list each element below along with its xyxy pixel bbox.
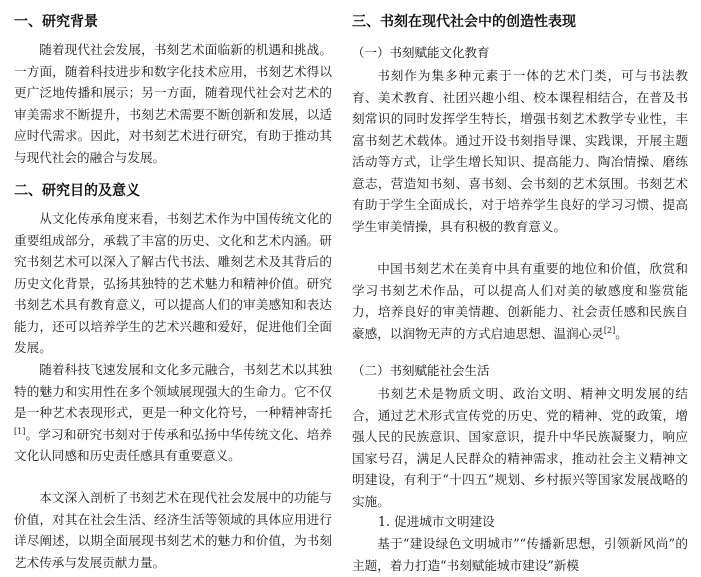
paragraph-tech-development-text-b: 。学习和研究书刻对于传承和弘扬中华传统文化、培养文化认同感和历史责任感具有重要意义。 [14,426,332,463]
sub-subsection-heading-city: 1. 促进城市文明建设 [378,514,495,529]
paragraph-social-life: 书刻艺术是物质文明、政治文明、精神文明发展的结合，通过艺术形式宣传党的历史、党的精神、党的政策，增强人民的民族意识、国家意识，提升中华民族凝聚力，响应国家号召，满足人民群众的精神需求，推动社会主义精神文明建设，有利于“十四五”规划、乡村振兴等国家发展战略的实施。 [352,386,688,509]
section-heading-purpose: 二、研究目的及意义 [14,183,140,199]
subsection-heading-social-life: （二）书刻赋能社会生活 [352,363,490,378]
paragraph-aesthetic-education [352,258,688,344]
paragraph-article-summary: 本文深入剖析了书刻艺术在现代社会发展中的功能与价值，对其在社会生活、经济生活等领域的具体应用进行详尽阐述，以期全面展现书刻艺术的魅力和价值，为书刻艺术传承与发展贡献力量。 [14,490,332,570]
section-heading-creative-expression: 三、书刻在现代社会中的创造性表现 [352,14,576,30]
paragraph-education: 书刻作为集多种元素于一体的艺术门类，可与书法教育、美术教育、社团兴趣小组、校本课程相结合，在普及书刻常识的同时发挥学生特长，增强书刻艺术教学专业性，丰富书刻艺术载体。通过开设书刻指导课、实践课，开展主题活动等方式，让学生增长知识、提高能力、陶冶情操、磨练意志，营造知书刻、喜书刻、会书刻的艺术氛围。书刻艺术有助于学生全面成长，对于培养学生良好的学习习惯、提高学生审美情操，具有积极的教育意义。 [352,68,688,234]
section-heading-background: 一、研究背景 [14,14,98,30]
citation-2: [2] [603,325,616,335]
paragraph-aesthetic-education-text-a: 中国书刻艺术在美育中具有重要的地位和价值，欣赏和学习书刻艺术作品，可以提高人们对美的敏感度和鉴赏能力，培养良好的审美情趣、创新能力、社会责任感和民族自豪感，以润物无声的方式启迪思想、温润心灵 [352,261,688,341]
paragraph-city-building: 基于“建设绿色文明城市”“传播新思想，引领新风尚”的主题，着力打造“书刻赋能城市建设”新模 [352,536,688,573]
subsection-heading-education: （一）书刻赋能文化教育 [352,45,490,60]
paragraph-cultural-heritage: 从文化传承角度来看，书刻艺术作为中国传统文化的重要组成部分，承载了丰富的历史、文化和艺术内涵。研究书刻艺术可以深入了解古代书法、雕刻艺术及其背后的历史文化背景，弘扬其独特的艺术魅力和精神价值。研究书刻艺术具有教育意义，可以提高人们的审美感知和表达能力，还可以培养学生的艺术兴趣和爱好，促进他们全面发展。 [14,211,332,355]
paragraph-background: 随着现代社会发展，书刻艺术面临新的机遇和挑战。一方面，随着科技进步和数字化技术应用，书刻艺术得以更广泛地传播和展示；另一方面，随着现代社会对艺术的审美需求不断提升，书刻艺术需要不断创新和发展，以适应时代需求。因此，对书刻艺术进行研究，有助于推动其与现代社会的融合与发展。 [14,42,332,165]
paragraph-tech-development [14,359,332,467]
paragraph-aesthetic-education-text-b: 。 [615,325,628,341]
paragraph-tech-development-text-a: 随着科技飞速发展和文化多元融合，书刻艺术以其独特的魅力和实用性在多个领域展现强大的生命力。它不仅是一种艺术表现形式，更是一种文化符号，一种精神寄托 [14,362,332,420]
citation-1: [1] [14,426,26,436]
